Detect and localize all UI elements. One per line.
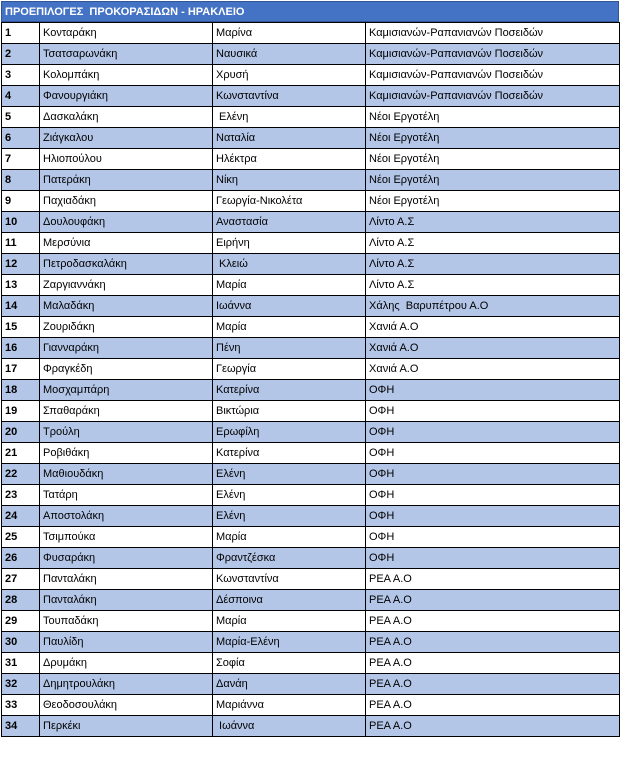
row-number-cell[interactable]: 10: [2, 212, 40, 233]
row-number-cell[interactable]: 25: [2, 527, 40, 548]
club-cell[interactable]: Καμισιανών-Ραπανιανών Ποσειδών: [366, 65, 620, 86]
row-number-cell[interactable]: 26: [2, 548, 40, 569]
club-cell[interactable]: Λίντο Α.Σ: [366, 212, 620, 233]
row-number-cell[interactable]: 9: [2, 191, 40, 212]
surname-cell[interactable]: Ζιάγκαλου: [40, 128, 213, 149]
first-name-cell[interactable]: Κατερίνα: [213, 380, 366, 401]
table-row: [2, 338, 620, 359]
table-row: [2, 527, 620, 548]
club-cell[interactable]: ΡΕΑ Α.Ο: [366, 653, 620, 674]
club-cell[interactable]: ΟΦΗ: [366, 506, 620, 527]
club-cell[interactable]: Νέοι Εργοτέλη: [366, 128, 620, 149]
surname-cell[interactable]: Δασκαλάκη: [40, 107, 213, 128]
club-cell[interactable]: ΡΕΑ Α.Ο: [366, 590, 620, 611]
table-row: [2, 611, 620, 632]
row-number-cell[interactable]: 15: [2, 317, 40, 338]
club-cell[interactable]: ΟΦΗ: [366, 380, 620, 401]
row-number-cell[interactable]: 11: [2, 233, 40, 254]
club-cell[interactable]: Λίντο Α.Σ: [366, 275, 620, 296]
club-cell[interactable]: ΡΕΑ Α.Ο: [366, 569, 620, 590]
first-name-cell[interactable]: Πένη: [213, 338, 366, 359]
row-number-cell[interactable]: 16: [2, 338, 40, 359]
first-name-cell[interactable]: Κατερίνα: [213, 443, 366, 464]
surname-cell[interactable]: Τσιμπούκα: [40, 527, 213, 548]
first-name-cell[interactable]: Ελένη: [213, 485, 366, 506]
row-number-cell[interactable]: 34: [2, 716, 40, 737]
surname-cell[interactable]: Αποστολάκη: [40, 506, 213, 527]
table-row: [2, 569, 620, 590]
row-number-cell[interactable]: 13: [2, 275, 40, 296]
first-name-cell[interactable]: Μαρία: [213, 317, 366, 338]
surname-cell[interactable]: Δημητρουλάκη: [40, 674, 213, 695]
sheet-title[interactable]: ΠΡΟΕΠΙΛΟΓΕΣ ΠΡΟΚΟΡΑΣΙΔΩΝ - ΗΡΑΚΛΕΙΟ: [1, 1, 619, 22]
first-name-cell[interactable]: Μαριάννα: [213, 695, 366, 716]
first-name-cell[interactable]: Ειρήνη: [213, 233, 366, 254]
table-row: [2, 296, 620, 317]
first-name-cell[interactable]: Ναταλία: [213, 128, 366, 149]
club-cell[interactable]: ΟΦΗ: [366, 464, 620, 485]
row-number-cell[interactable]: 28: [2, 590, 40, 611]
club-cell[interactable]: ΟΦΗ: [366, 422, 620, 443]
first-name-cell[interactable]: Δανάη: [213, 674, 366, 695]
first-name-cell[interactable]: Γεωργία: [213, 359, 366, 380]
row-number-cell[interactable]: 19: [2, 401, 40, 422]
first-name-cell[interactable]: Μαρία: [213, 527, 366, 548]
club-cell[interactable]: ΟΦΗ: [366, 443, 620, 464]
table-row: [2, 380, 620, 401]
row-number-cell[interactable]: 4: [2, 86, 40, 107]
club-cell[interactable]: Νέοι Εργοτέλη: [366, 170, 620, 191]
row-number-cell[interactable]: 27: [2, 569, 40, 590]
surname-cell[interactable]: Παχιαδάκη: [40, 191, 213, 212]
first-name-cell[interactable]: Φραντζέσκα: [213, 548, 366, 569]
row-number-cell[interactable]: 22: [2, 464, 40, 485]
table-row: [2, 23, 620, 44]
club-cell[interactable]: Χανιά Α.Ο: [366, 359, 620, 380]
club-cell[interactable]: Νέοι Εργοτέλη: [366, 191, 620, 212]
first-name-cell[interactable]: Ναυσικά: [213, 44, 366, 65]
club-cell[interactable]: Καμισιανών-Ραπανιανών Ποσειδών: [366, 44, 620, 65]
surname-cell[interactable]: Κολομπάκη: [40, 65, 213, 86]
first-name-cell[interactable]: Κλειώ: [213, 254, 366, 275]
table-row: [2, 44, 620, 65]
table-row: [2, 275, 620, 296]
first-name-cell[interactable]: Μαρία: [213, 611, 366, 632]
table-row: [2, 716, 620, 737]
table-row: [2, 548, 620, 569]
surname-cell[interactable]: Γιανναράκη: [40, 338, 213, 359]
table-row: [2, 506, 620, 527]
surname-cell[interactable]: Κονταράκη: [40, 23, 213, 44]
row-number-cell[interactable]: 33: [2, 695, 40, 716]
club-cell[interactable]: Χάλης Βαρυπέτρου Α.Ο: [366, 296, 620, 317]
roster-table: [1, 22, 620, 737]
row-number-cell[interactable]: 29: [2, 611, 40, 632]
row-number-cell[interactable]: 30: [2, 632, 40, 653]
surname-cell[interactable]: Πανταλάκη: [40, 569, 213, 590]
table-row: [2, 443, 620, 464]
first-name-cell[interactable]: Ιωάννα: [213, 716, 366, 737]
first-name-cell[interactable]: Σοφία: [213, 653, 366, 674]
table-row: [2, 212, 620, 233]
first-name-cell[interactable]: Ηλέκτρα: [213, 149, 366, 170]
row-number-cell[interactable]: 20: [2, 422, 40, 443]
table-row: [2, 422, 620, 443]
surname-cell[interactable]: Ζουριδάκη: [40, 317, 213, 338]
first-name-cell[interactable]: Νίκη: [213, 170, 366, 191]
row-number-cell[interactable]: 1: [2, 23, 40, 44]
club-cell[interactable]: Καμισιανών-Ραπανιανών Ποσειδών: [366, 23, 620, 44]
surname-cell[interactable]: Παυλίδη: [40, 632, 213, 653]
table-row: [2, 254, 620, 275]
club-cell[interactable]: ΟΦΗ: [366, 548, 620, 569]
surname-cell[interactable]: Τατάρη: [40, 485, 213, 506]
club-cell[interactable]: Καμισιανών-Ραπανιανών Ποσειδών: [366, 86, 620, 107]
table-row: [2, 359, 620, 380]
first-name-cell[interactable]: Δέσποινα: [213, 590, 366, 611]
club-cell[interactable]: ΟΦΗ: [366, 401, 620, 422]
row-number-cell[interactable]: 21: [2, 443, 40, 464]
first-name-cell[interactable]: Μαρία-Ελένη: [213, 632, 366, 653]
surname-cell[interactable]: Δρυμάκη: [40, 653, 213, 674]
row-number-cell[interactable]: 24: [2, 506, 40, 527]
row-number-cell[interactable]: 32: [2, 674, 40, 695]
surname-cell[interactable]: Ηλιοπούλου: [40, 149, 213, 170]
surname-cell[interactable]: Περκέκι: [40, 716, 213, 737]
first-name-cell[interactable]: Ελένη: [213, 107, 366, 128]
surname-cell[interactable]: Πετροδασκαλάκη: [40, 254, 213, 275]
club-cell[interactable]: ΡΕΑ Α.Ο: [366, 716, 620, 737]
club-cell[interactable]: ΡΕΑ Α.Ο: [366, 611, 620, 632]
table-row: [2, 464, 620, 485]
club-cell[interactable]: Νέοι Εργοτέλη: [366, 149, 620, 170]
surname-cell[interactable]: Τρούλη: [40, 422, 213, 443]
surname-cell[interactable]: Ζαργιαννάκη: [40, 275, 213, 296]
row-number-cell[interactable]: 3: [2, 65, 40, 86]
surname-cell[interactable]: Τουπαδάκη: [40, 611, 213, 632]
spreadsheet: [1, 1, 619, 737]
surname-cell[interactable]: Πανταλάκη: [40, 590, 213, 611]
first-name-cell[interactable]: Κωνσταντίνα: [213, 86, 366, 107]
club-cell[interactable]: ΡΕΑ Α.Ο: [366, 695, 620, 716]
first-name-cell[interactable]: Γεωργία-Νικολέτα: [213, 191, 366, 212]
club-cell[interactable]: ΡΕΑ Α.Ο: [366, 674, 620, 695]
table-row: [2, 86, 620, 107]
first-name-cell[interactable]: Ιωάννα: [213, 296, 366, 317]
row-number-cell[interactable]: 17: [2, 359, 40, 380]
surname-cell[interactable]: Σπαθαράκη: [40, 401, 213, 422]
row-number-cell[interactable]: 23: [2, 485, 40, 506]
row-number-cell[interactable]: 31: [2, 653, 40, 674]
row-number-cell[interactable]: 7: [2, 149, 40, 170]
club-cell[interactable]: ΡΕΑ Α.Ο: [366, 632, 620, 653]
table-row: [2, 149, 620, 170]
club-cell[interactable]: ΟΦΗ: [366, 485, 620, 506]
row-number-cell[interactable]: 12: [2, 254, 40, 275]
surname-cell[interactable]: Δουλουφάκη: [40, 212, 213, 233]
club-cell[interactable]: Χανιά Α.Ο: [366, 338, 620, 359]
first-name-cell[interactable]: Ελένη: [213, 506, 366, 527]
first-name-cell[interactable]: Μαρίνα: [213, 23, 366, 44]
row-number-cell[interactable]: 5: [2, 107, 40, 128]
first-name-cell[interactable]: Ελένη: [213, 464, 366, 485]
row-number-cell[interactable]: 18: [2, 380, 40, 401]
table-row: [2, 191, 620, 212]
first-name-cell[interactable]: Χρυσή: [213, 65, 366, 86]
table-row: [2, 632, 620, 653]
table-row: [2, 674, 620, 695]
first-name-cell[interactable]: Ερωφίλη: [213, 422, 366, 443]
surname-cell[interactable]: Μαθιουδάκη: [40, 464, 213, 485]
table-row: [2, 107, 620, 128]
surname-cell[interactable]: Φυσαράκη: [40, 548, 213, 569]
club-cell[interactable]: Λίντο Α.Σ: [366, 254, 620, 275]
surname-cell[interactable]: Θεοδοσουλάκη: [40, 695, 213, 716]
first-name-cell[interactable]: Μαρία: [213, 275, 366, 296]
first-name-cell[interactable]: Κωνσταντίνα: [213, 569, 366, 590]
first-name-cell[interactable]: Βικτώρια: [213, 401, 366, 422]
table-row: [2, 170, 620, 191]
table-row: [2, 128, 620, 149]
table-row: [2, 317, 620, 338]
table-row: [2, 65, 620, 86]
table-row: [2, 233, 620, 254]
row-number-cell[interactable]: 14: [2, 296, 40, 317]
row-number-cell[interactable]: 8: [2, 170, 40, 191]
surname-cell[interactable]: Τσατσαρωνάκη: [40, 44, 213, 65]
surname-cell[interactable]: Φραγκέδη: [40, 359, 213, 380]
table-row: [2, 695, 620, 716]
surname-cell[interactable]: Μαλαδάκη: [40, 296, 213, 317]
surname-cell[interactable]: Πατεράκη: [40, 170, 213, 191]
surname-cell[interactable]: Φανουργιάκη: [40, 86, 213, 107]
table-row: [2, 590, 620, 611]
table-row: [2, 653, 620, 674]
surname-cell[interactable]: Μοσχαμπάρη: [40, 380, 213, 401]
club-cell[interactable]: Χανιά Α.Ο: [366, 317, 620, 338]
club-cell[interactable]: Λίντο Α.Σ: [366, 233, 620, 254]
row-number-cell[interactable]: 2: [2, 44, 40, 65]
club-cell[interactable]: Νέοι Εργοτέλη: [366, 107, 620, 128]
surname-cell[interactable]: Ροβιθάκη: [40, 443, 213, 464]
first-name-cell[interactable]: Αναστασία: [213, 212, 366, 233]
table-row: [2, 485, 620, 506]
surname-cell[interactable]: Μερσύνια: [40, 233, 213, 254]
table-row: [2, 401, 620, 422]
roster-rows: [2, 23, 620, 737]
club-cell[interactable]: ΟΦΗ: [366, 527, 620, 548]
row-number-cell[interactable]: 6: [2, 128, 40, 149]
